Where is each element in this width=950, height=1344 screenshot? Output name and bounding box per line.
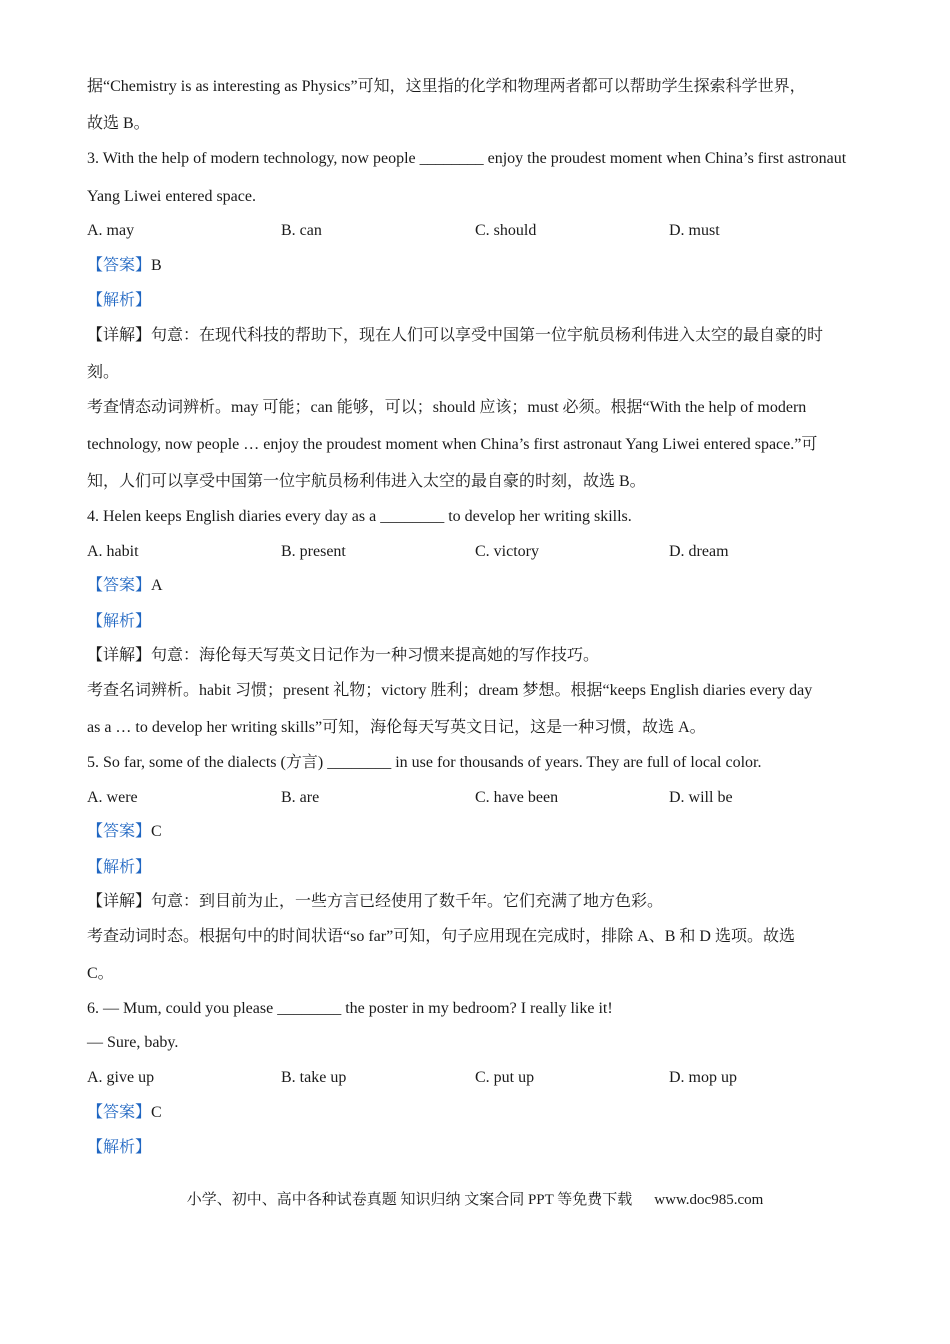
q3-stem-line-1: 3. With the help of modern technology, now people ________ enjoy the proudest moment when China’s first astronaut xyxy=(87,150,847,167)
q4-detail-line-2: 考查名词辨析。habit 习惯；present 礼物；victory 胜利；dream 梦想。根据“keeps English diaries every day xyxy=(87,682,813,699)
q5-option-b: B. are xyxy=(281,789,320,806)
q5-detail-line-2: 考查动词时态。根据句中的时间状语“so far”可知，句子应用现在完成时，排除 A、B 和 D 选项。故选 xyxy=(87,928,795,945)
q6-stem-line-1: 6. — Mum, could you please ________ the poster in my bedroom? I really like it! xyxy=(87,1000,613,1017)
q6-option-c: C. put up xyxy=(475,1069,535,1086)
q5-detail-line-3: C。 xyxy=(87,965,114,982)
q3-option-b: B. can xyxy=(281,222,322,239)
q6-option-b: B. take up xyxy=(281,1069,347,1086)
q4-detail-line-3: as a … to develop her writing skills”可知，海伦每天写英文日记，这是一种习惯，故选 A。 xyxy=(87,719,706,736)
answer-value: C xyxy=(151,823,162,840)
q6-option-d: D. mop up xyxy=(669,1069,737,1086)
q3-option-d: D. must xyxy=(669,222,720,239)
q6-analysis-label: 【解析】 xyxy=(87,1139,152,1156)
q3-stem-line-2: Yang Liwei entered space. xyxy=(87,188,256,205)
q3-option-c: C. should xyxy=(475,222,537,239)
q4-analysis-label: 【解析】 xyxy=(87,613,152,630)
q5-option-c: C. have been xyxy=(475,789,559,806)
answer-value: A xyxy=(151,577,163,594)
q3-analysis-label: 【解析】 xyxy=(87,292,152,309)
q3-detail-line-1: 【详解】句意：在现代科技的帮助下，现在人们可以享受中国第一位宇航员杨利伟进入太空的最自豪的时 xyxy=(87,327,824,344)
q4-answer xyxy=(87,576,163,596)
q3-answer xyxy=(87,256,162,276)
q4-stem-line-1: 4. Helen keeps English diaries every day as a ________ to develop her writing skills. xyxy=(87,508,632,525)
q6-answer xyxy=(87,1103,162,1123)
q5-option-a: A. were xyxy=(87,789,138,806)
footer-text: 小学、初中、高中各种试卷真题 知识归纳 文案合同 PPT 等免费下载 xyxy=(186,1192,633,1208)
answer-label: 【答案】 xyxy=(87,1104,152,1121)
answer-label: 【答案】 xyxy=(87,823,152,840)
answer-label: 【答案】 xyxy=(87,577,152,594)
q4-option-c: C. victory xyxy=(475,543,539,560)
q4-option-d: D. dream xyxy=(669,543,729,560)
answer-value: B xyxy=(151,257,162,274)
footer-url[interactable]: www.doc985.com xyxy=(654,1192,764,1208)
q3-option-a: A. may xyxy=(87,222,135,239)
q3-detail-line-5: 知，人们可以享受中国第一位宇航员杨利伟进入太空的最自豪的时刻，故选 B。 xyxy=(87,473,646,490)
q5-answer xyxy=(87,822,162,842)
q5-stem-line-1: 5. So far, some of the dialects (方言) ________ in use for thousands of years. They are full of local color. xyxy=(87,754,762,771)
q6-stem-line-2: — Sure, baby. xyxy=(87,1034,179,1051)
page-footer xyxy=(0,1190,950,1210)
answer-label: 【答案】 xyxy=(87,257,152,274)
q4-detail-line-1: 【详解】句意：海伦每天写英文日记作为一种习惯来提高她的写作技巧。 xyxy=(87,647,600,664)
intro-line-2: 故选 B。 xyxy=(87,115,150,132)
q4-option-b: B. present xyxy=(281,543,346,560)
q5-detail-line-1: 【详解】句意：到目前为止，一些方言已经使用了数千年。它们充满了地方色彩。 xyxy=(87,893,664,910)
q5-analysis-label: 【解析】 xyxy=(87,859,152,876)
answer-value: C xyxy=(151,1104,162,1121)
intro-line-1: 据“Chemistry is as interesting as Physics”可知，这里指的化学和物理两者都可以帮助学生探索科学世界， xyxy=(87,78,806,95)
q6-option-a: A. give up xyxy=(87,1069,155,1086)
q3-detail-line-2: 刻。 xyxy=(87,364,120,381)
q3-detail-line-3: 考查情态动词辨析。may 可能；can 能够，可以；should 应该；must 必须。根据“With the help of modern xyxy=(87,399,807,416)
q3-detail-line-4: technology, now people … enjoy the proudest moment when China’s first astronaut Yang Liwei entered space.”可 xyxy=(87,436,818,453)
q5-option-d: D. will be xyxy=(669,789,733,806)
q4-option-a: A. habit xyxy=(87,543,139,560)
